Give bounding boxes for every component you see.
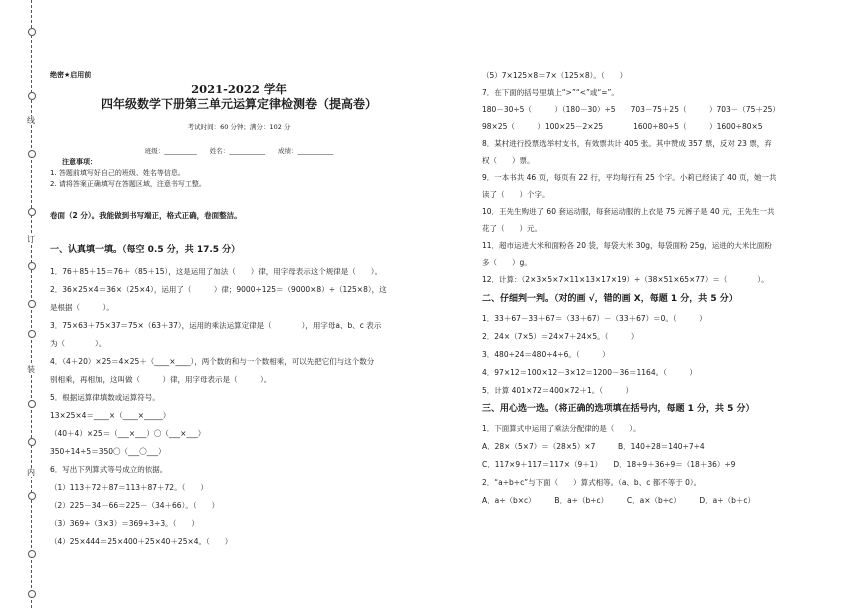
- binding-hole: [28, 330, 36, 338]
- judgment-item: 3．480÷24＝480÷4÷6。（ ）: [482, 350, 610, 359]
- question-line: 8．某村进行投票选举村支书，有效票共计 405 张。其中赞成 357 票，反对 23 票，弃: [482, 139, 772, 148]
- choice-item: 2．“a÷b÷c”与下面（ ）算式相等。（a、b、c 都不等于 0）。: [482, 478, 702, 487]
- binding-char: 内: [27, 468, 35, 477]
- question-line: 别相乘，再相加，这叫做（ ）律，用字母表示是（ ）。: [50, 375, 272, 384]
- question-line: （4）25×444＝25×400＋25×40＋25×4。（ ）: [50, 537, 233, 546]
- question-line: 为（ ）。: [50, 339, 107, 348]
- confidential-mark: 绝密★启用前: [50, 71, 92, 79]
- binding-hole: [28, 400, 36, 408]
- question-line: （1）113＋72＋87＝113＋87＋72。（ ）: [50, 483, 208, 492]
- section-1-heading: 一、认真填一填。（每空 0.5 分，共 17.5 分）: [50, 245, 241, 255]
- question-line: 5．根据运算律填数或运算符号。: [50, 393, 160, 402]
- question-line: （40＋4）×25＝（___×___）〇（___×___）: [50, 429, 206, 438]
- binding-hole: [28, 438, 36, 446]
- binding-margin: [0, 0, 44, 608]
- question-line: （3）369÷（3×3）＝369÷3÷3。（ ）: [50, 519, 199, 528]
- judgment-item: 4．97×12＝100×12－3×12＝1200－36＝1164。（ ）: [482, 368, 697, 377]
- binding-char: 线: [27, 116, 35, 125]
- binding-hole: [28, 208, 36, 216]
- binding-char: 订: [27, 235, 35, 244]
- exam-info: 考试时间：60 分钟；满分：102 分: [187, 123, 291, 131]
- section-2-heading: 二、仔细判一判。（对的画 √，错的画 X，每题 1 分，共 5 分）: [482, 294, 738, 304]
- choice-item: A．a÷（b×c） B．a÷（b÷c） C．a×（b÷c） D．a÷（b＋c）: [482, 496, 755, 505]
- binding-hole: [28, 150, 36, 158]
- question-line: 4．（4＋20）×25＝4×25＋（____×____），两个数的和与一个数相乘，可以先把它们与这个数分: [50, 357, 375, 366]
- question-line: 180－30÷5（ ）（180－30）÷5 703－75＋25（ ）703－（75＋25）: [482, 105, 780, 114]
- binding-hole: [28, 550, 36, 558]
- question-line: 2．36×25×4＝36×（25×4），运用了（ ）律；9000÷125＝（9000×8）÷（125×8），这: [50, 285, 387, 294]
- binding-hole: [28, 300, 36, 308]
- choice-item: C．117×9＋117＝117×（9＋1） D．18÷9＋36÷9＝（18＋36）÷9: [482, 460, 736, 469]
- question-line: 98×25（ ）100×25－2×25 1600÷80÷5（ ）1600÷80×5: [482, 122, 763, 131]
- judgment-item: 1．33＋67－33＋67＝（33＋67）－（33＋67）＝0。（ ）: [482, 314, 707, 323]
- judgment-item: 5．计算 401×72＝400×72＋1。（ ）: [482, 386, 633, 395]
- binding-hole: [28, 28, 36, 36]
- question-line: 9．一本书共 46 页，每页有 22 行，平均每行有 25 个字。小莉已经读了 40 页，她一共: [482, 173, 777, 182]
- note-item: 1. 答题前填写好自己的班级、姓名等信息。: [50, 169, 185, 177]
- question-line: 3．75×63＋75×37＝75×（63＋37），运用的乘法运算定律是（ ），用字母a、b、c 表示: [50, 321, 382, 330]
- question-line: 是根据（ ）。: [50, 303, 114, 312]
- question-line: 1．76＋85＋15＝76＋（85＋15），这是运用了加法（ ）律，用字母表示这个规律是（ ）。: [50, 267, 383, 276]
- choice-item: A．28×（5×7）＝（28×5）×7 B．140÷28＝140÷7÷4: [482, 442, 705, 451]
- question-line: 10．王先生购进了 60 套运动服，每套运动服的上衣是 75 元裤子是 40 元，王先生一共: [482, 207, 775, 216]
- binding-char: 装: [27, 365, 35, 374]
- question-line: 权（ ）票。: [482, 156, 535, 165]
- question-line: 12．计算：（2×3×5×7×11×13×17×19）÷（38×51×65×77）＝（ ）。: [482, 275, 769, 284]
- exam-title: 四年级数学下册第三单元运算定律检测卷（提高卷）: [100, 97, 377, 111]
- binding-hole: [28, 262, 36, 270]
- notes-heading: 注意事项：: [62, 158, 97, 166]
- exam-year: 2021-2022 学年: [191, 82, 287, 96]
- question-line: 多（ ）g。: [482, 258, 532, 267]
- question-line: 读了（ ）个字。: [482, 190, 550, 199]
- question-line: 11．超市运进大米和面粉各 20 袋，每袋大米 30g，每袋面粉 25g，运进的大米比面粉: [482, 241, 772, 250]
- section-3-heading: 三、用心选一选。（将正确的选项填在括号内，每题 1 分，共 5 分）: [482, 404, 755, 414]
- question-line: 13×25×4＝____×（____×_____）: [50, 411, 171, 420]
- question-line: 花了（ ）元。: [482, 224, 542, 233]
- question-line: 7．在下面的括号里填上“>”“<”或“=”。: [482, 88, 619, 97]
- question-line: 6．写出下列算式等号成立的依据。: [50, 465, 168, 474]
- question-line: （2）225－34－66＝225－（34＋66）。（ ）: [50, 501, 220, 510]
- note-item: 2. 请将答案正确填写在答题区域，注意书写工整。: [50, 180, 206, 188]
- binding-hole: [28, 590, 36, 598]
- binding-hole: [28, 92, 36, 100]
- choice-item: 1．下面算式中运用了乘法分配律的是（ ）。: [482, 424, 641, 433]
- question-line: 350÷14÷5＝350〇（___〇___）: [50, 447, 166, 456]
- neatness-statement: 卷面（2 分）。我能做到书写端正，格式正确，卷面整洁。: [50, 211, 242, 220]
- binding-hole: [28, 492, 36, 500]
- student-fields: 班级：__________ 姓名：___________ 成绩：___________: [144, 147, 334, 155]
- judgment-item: 2．24×（7×5）＝24×7＋24×5。（ ）: [482, 332, 639, 341]
- question-line: （5）7×125×8＝7×（125×8）。（ ）: [482, 71, 628, 80]
